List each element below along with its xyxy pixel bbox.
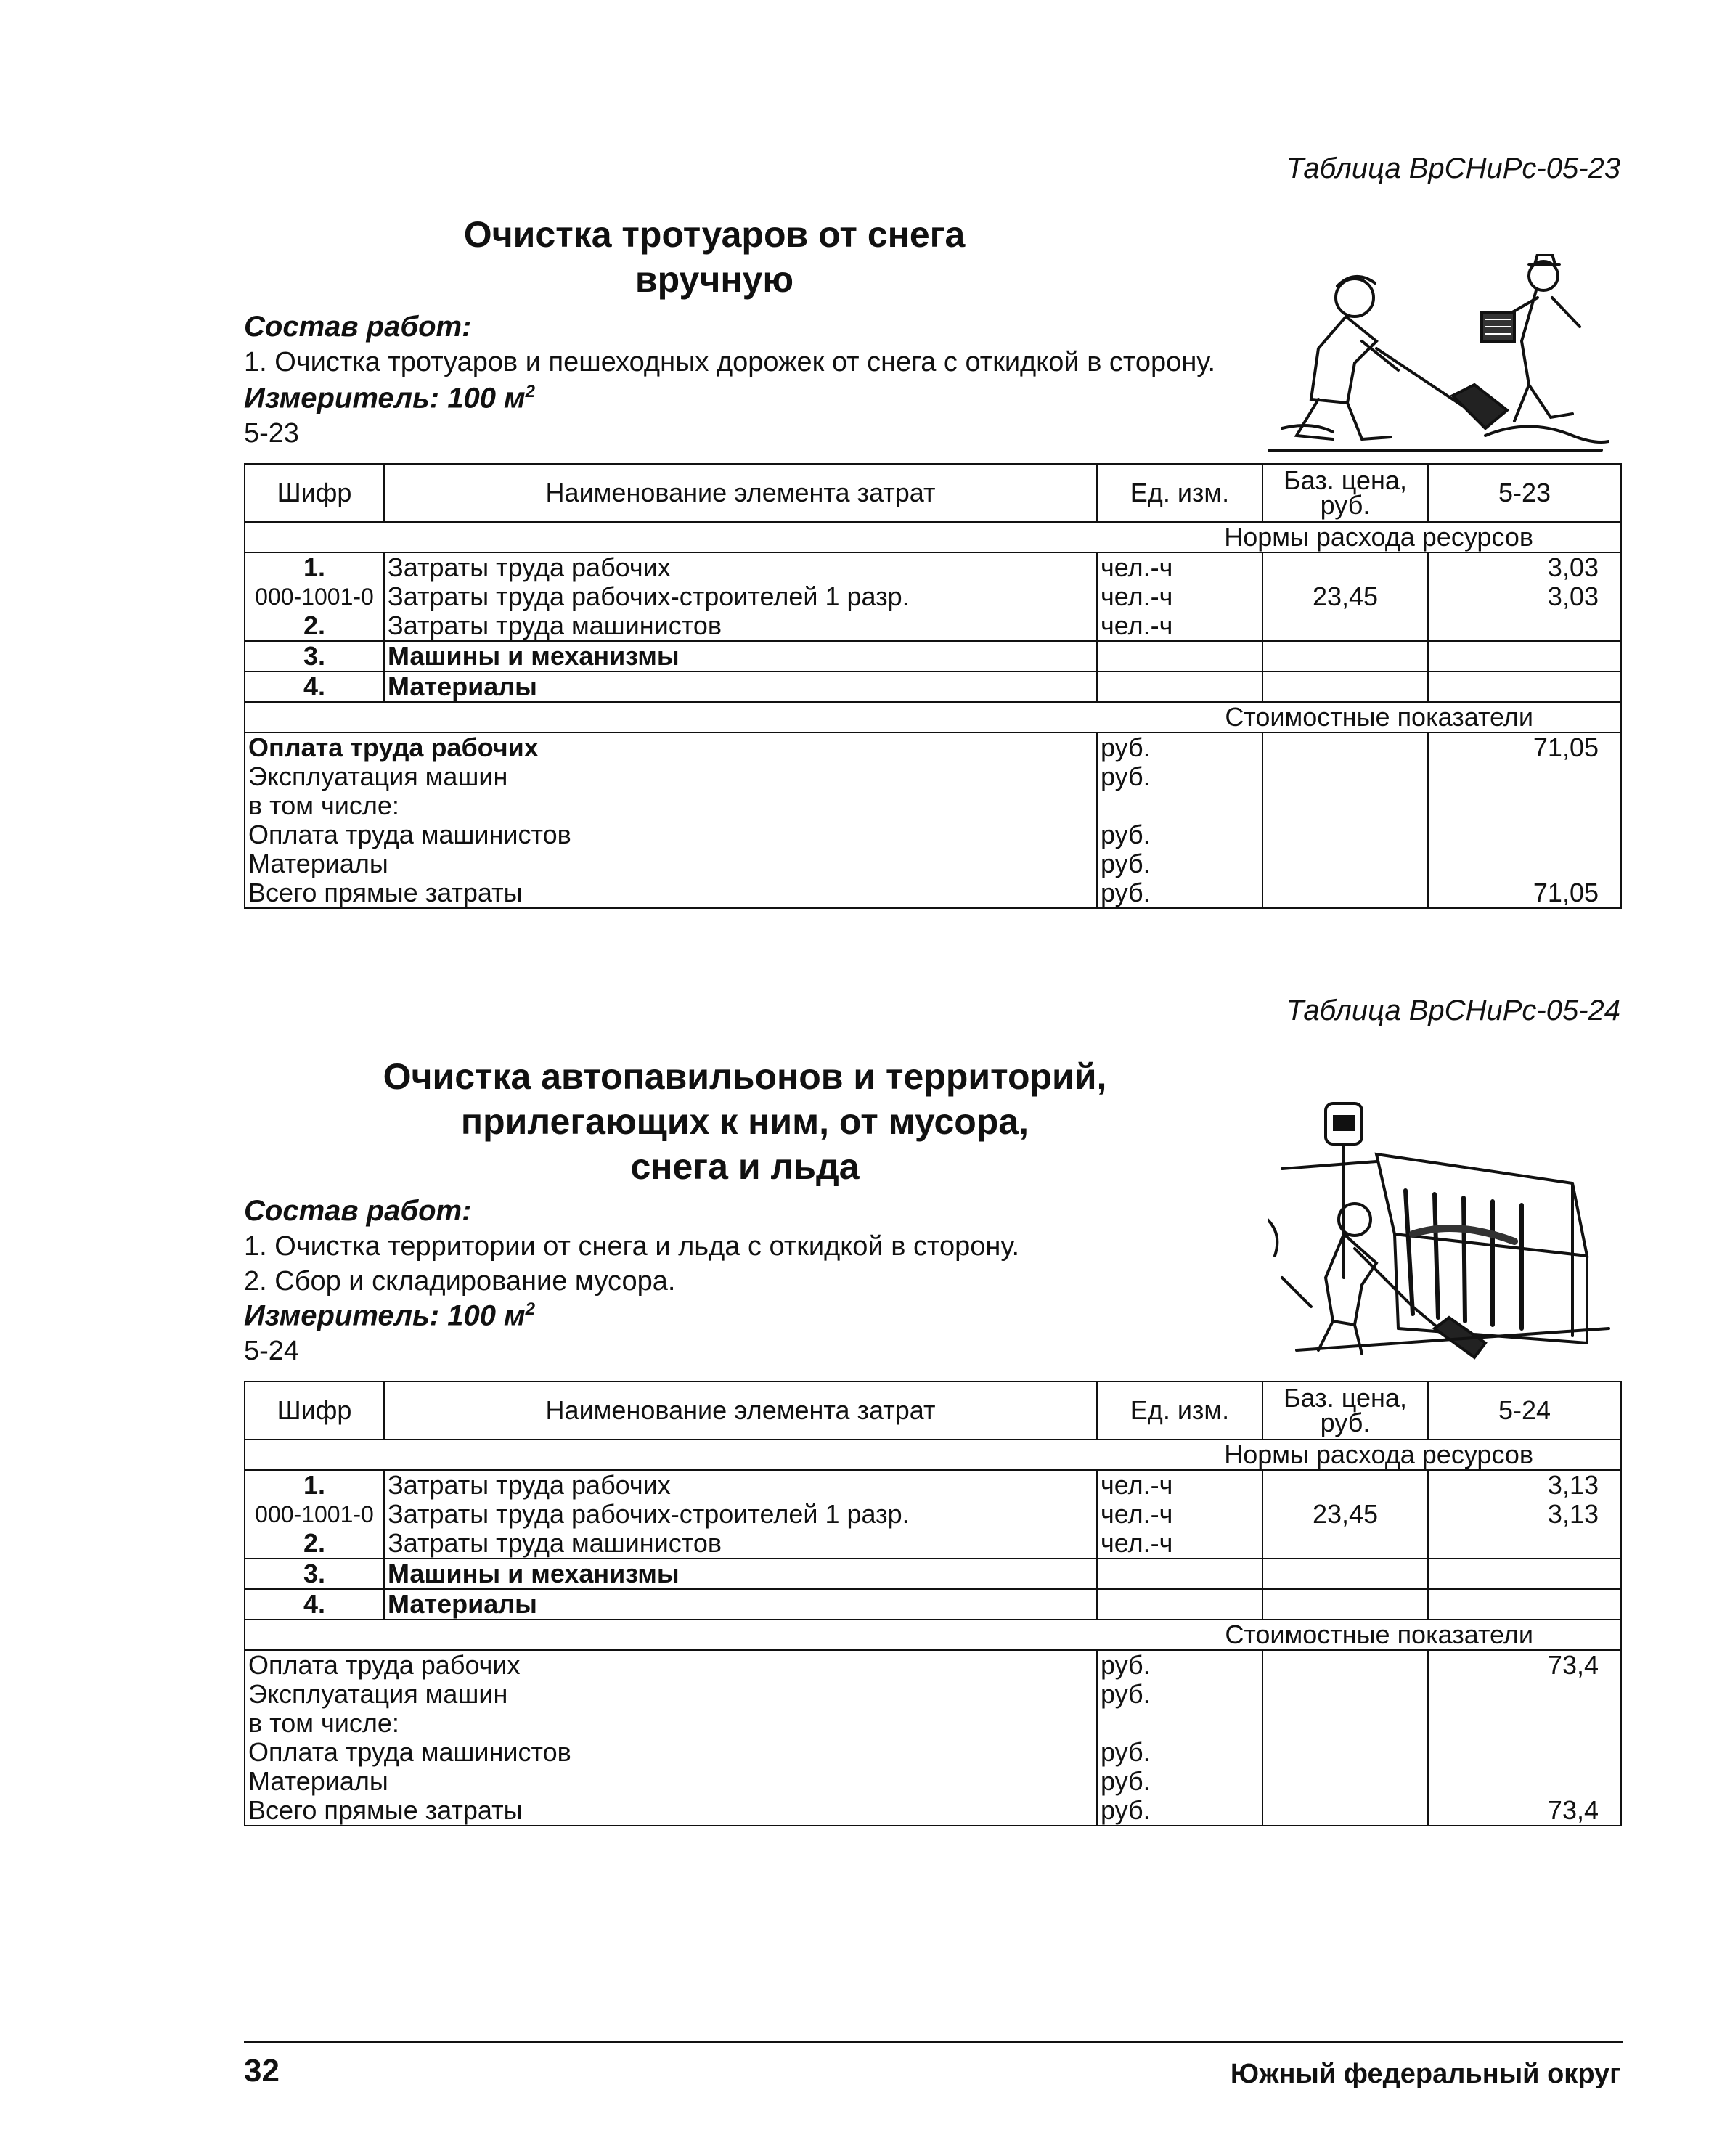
header-code: 5-23 [1428, 464, 1621, 522]
cost-value [1428, 1767, 1621, 1796]
table-row [245, 641, 1621, 671]
row-price [1262, 1470, 1428, 1500]
row-name: Материалы [384, 1589, 1097, 1620]
cost-subheader-row [245, 702, 1621, 732]
header-price: Баз. цена, руб. [1262, 464, 1428, 522]
norm-code: 5-24 [244, 1336, 300, 1366]
header-cipher: Шифр [245, 464, 384, 522]
cost-label: Стоимостные показатели [245, 702, 1621, 732]
row-name: Затраты труда рабочих-строителей 1 разр. [384, 582, 1097, 611]
row-name: Затраты труда рабочих [384, 552, 1097, 582]
cost-value: 71,05 [1428, 732, 1621, 762]
norms-subheader-row [245, 522, 1621, 552]
row-unit [1097, 1589, 1262, 1620]
cost-price [1262, 878, 1428, 908]
work-item: 1. Очистка тротуаров и пешеходных дорожек от снега с откидкой в сторону. [244, 347, 1216, 377]
row-unit: чел.-ч [1097, 582, 1262, 611]
section-title [244, 212, 1185, 302]
header-unit: Ед. изм. [1097, 464, 1262, 522]
row-price [1262, 641, 1428, 671]
cost-name: в том числе: [245, 1709, 1097, 1738]
row-name: Материалы [384, 671, 1097, 702]
row-value [1428, 1589, 1621, 1620]
page-number: 32 [244, 2053, 280, 2088]
table-label: Таблица ВрСНиРс-05-24 [1286, 995, 1620, 1026]
cost-name: Всего прямые затраты [245, 1796, 1097, 1826]
cost-row [245, 762, 1621, 791]
cost-price [1262, 762, 1428, 791]
row-price: 23,45 [1262, 582, 1428, 611]
header-name: Наименование элемента затрат [384, 1381, 1097, 1440]
cost-row [245, 1680, 1621, 1709]
row-price [1262, 671, 1428, 702]
cost-name: в том числе: [245, 791, 1097, 820]
cost-value [1428, 1738, 1621, 1767]
work-item: 1. Очистка территории от снега и льда с откидкой в сторону. [244, 1231, 1020, 1262]
title-line: снега и льда [630, 1146, 860, 1187]
cost-name: Оплата труда машинистов [245, 820, 1097, 849]
snow-shoveling-illustration [1268, 254, 1609, 457]
table-row [245, 582, 1621, 611]
cost-unit: руб. [1097, 849, 1262, 878]
cost-value [1428, 762, 1621, 791]
cost-price [1262, 791, 1428, 820]
section-05-23 [244, 145, 1620, 915]
table-row [245, 1559, 1621, 1589]
row-unit: чел.-ч [1097, 1529, 1262, 1559]
cost-row [245, 1796, 1621, 1826]
work-heading: Состав работ: [244, 311, 472, 343]
norms-subheader-row [245, 1440, 1621, 1470]
cost-name: Оплата труда машинистов [245, 1738, 1097, 1767]
work-heading: Состав работ: [244, 1195, 472, 1227]
header-unit: Ед. изм. [1097, 1381, 1262, 1440]
cost-row [245, 878, 1621, 908]
cost-price [1262, 1680, 1428, 1709]
norms-label: Нормы расхода ресурсов [245, 1440, 1621, 1470]
cost-unit: руб. [1097, 1680, 1262, 1709]
row-name: Затраты труда рабочих-строителей 1 разр. [384, 1500, 1097, 1529]
row-value [1428, 671, 1621, 702]
cost-row [245, 849, 1621, 878]
row-value: 3,03 [1428, 552, 1621, 582]
cost-unit: руб. [1097, 1650, 1262, 1680]
cost-name: Материалы [245, 849, 1097, 878]
cost-unit: руб. [1097, 1796, 1262, 1826]
cost-value [1428, 849, 1621, 878]
footer-rule [244, 2041, 1623, 2043]
row-name: Затраты труда рабочих [384, 1470, 1097, 1500]
header-code: 5-24 [1428, 1381, 1621, 1440]
row-price [1262, 1589, 1428, 1620]
cost-row [245, 732, 1621, 762]
row-unit: чел.-ч [1097, 611, 1262, 641]
section-title [244, 1054, 1246, 1189]
row-value: 3,13 [1428, 1470, 1621, 1500]
row-name: Затраты труда машинистов [384, 611, 1097, 641]
table-row [245, 1529, 1621, 1559]
row-cipher: 000-1001-0 [245, 1500, 384, 1529]
row-value [1428, 1559, 1621, 1589]
header-name: Наименование элемента затрат [384, 464, 1097, 522]
cost-value [1428, 791, 1621, 820]
table-header-row [245, 464, 1621, 522]
row-unit [1097, 1559, 1262, 1589]
cost-value [1428, 1709, 1621, 1738]
header-cipher: Шифр [245, 1381, 384, 1440]
cost-price [1262, 1767, 1428, 1796]
row-unit [1097, 671, 1262, 702]
table-row [245, 671, 1621, 702]
row-cipher: 3. [245, 1559, 384, 1589]
header-price: Баз. цена, руб. [1262, 1381, 1428, 1440]
cost-price [1262, 732, 1428, 762]
section-05-24 [244, 995, 1620, 1851]
cost-name: Оплата труда рабочих [245, 1650, 1097, 1680]
row-price [1262, 611, 1428, 641]
cost-name: Оплата труда рабочих [245, 732, 1097, 762]
row-value [1428, 611, 1621, 641]
row-name: Машины и механизмы [384, 641, 1097, 671]
row-cipher: 3. [245, 641, 384, 671]
row-cipher: 4. [245, 1589, 384, 1620]
norms-label: Нормы расхода ресурсов [245, 522, 1621, 552]
cost-row [245, 820, 1621, 849]
row-cipher: 2. [245, 1529, 384, 1559]
row-value [1428, 1529, 1621, 1559]
row-value: 3,13 [1428, 1500, 1621, 1529]
row-cipher: 4. [245, 671, 384, 702]
cost-name: Эксплуатация машин [245, 762, 1097, 791]
cost-price [1262, 1738, 1428, 1767]
row-unit: чел.-ч [1097, 1500, 1262, 1529]
cost-value: 73,4 [1428, 1796, 1621, 1826]
row-name: Машины и механизмы [384, 1559, 1097, 1589]
row-name: Затраты труда машинистов [384, 1529, 1097, 1559]
cost-price [1262, 1650, 1428, 1680]
row-value [1428, 641, 1621, 671]
table-row [245, 552, 1621, 582]
cost-value [1428, 820, 1621, 849]
cost-row [245, 1650, 1621, 1680]
table-row [245, 1589, 1621, 1620]
row-unit: чел.-ч [1097, 552, 1262, 582]
cost-label: Стоимостные показатели [245, 1620, 1621, 1650]
cost-unit: руб. [1097, 878, 1262, 908]
cost-row [245, 791, 1621, 820]
work-item: 2. Сбор и складирование мусора. [244, 1266, 676, 1297]
row-value: 3,03 [1428, 582, 1621, 611]
cost-name: Всего прямые затраты [245, 878, 1097, 908]
title-line: Очистка автопавильонов и территорий, [383, 1056, 1107, 1097]
footer-district: Южный федеральный округ [1230, 2059, 1621, 2089]
cost-subheader-row [245, 1620, 1621, 1650]
row-unit [1097, 641, 1262, 671]
cost-name: Материалы [245, 1767, 1097, 1796]
cost-row [245, 1738, 1621, 1767]
cost-value: 73,4 [1428, 1650, 1621, 1680]
title-line: прилегающих к ним, от мусора, [460, 1101, 1029, 1142]
row-price [1262, 552, 1428, 582]
table-row [245, 1500, 1621, 1529]
meter-label: Измеритель: 100 $м^2$ [244, 382, 535, 415]
table-row [245, 1470, 1621, 1500]
cost-unit: руб. [1097, 820, 1262, 849]
cost-price [1262, 820, 1428, 849]
cost-price [1262, 1796, 1428, 1826]
norms-table [244, 1381, 1622, 1826]
cost-unit: руб. [1097, 762, 1262, 791]
cost-name: Эксплуатация машин [245, 1680, 1097, 1709]
title-line: Очистка тротуаров от снега [463, 214, 966, 255]
table-label: Таблица ВрСНиРс-05-23 [1286, 152, 1620, 184]
row-cipher: 1. [245, 1470, 384, 1500]
title-line: вручную [635, 259, 794, 300]
cost-value: 71,05 [1428, 878, 1621, 908]
cost-price [1262, 849, 1428, 878]
row-price [1262, 1529, 1428, 1559]
cost-unit: руб. [1097, 732, 1262, 762]
row-price [1262, 1559, 1428, 1589]
row-cipher: 2. [245, 611, 384, 641]
cost-unit [1097, 791, 1262, 820]
row-price: 23,45 [1262, 1500, 1428, 1529]
row-cipher: 000-1001-0 [245, 582, 384, 611]
table-header-row [245, 1381, 1621, 1440]
cost-row [245, 1767, 1621, 1796]
row-unit: чел.-ч [1097, 1470, 1262, 1500]
cost-row [245, 1709, 1621, 1738]
cost-unit: руб. [1097, 1738, 1262, 1767]
norm-code: 5-23 [244, 418, 300, 449]
cost-price [1262, 1709, 1428, 1738]
row-cipher: 1. [245, 552, 384, 582]
table-row [245, 611, 1621, 641]
bus-stop-cleaning-illustration [1268, 1089, 1616, 1372]
meter-label: Измеритель: 100 $м^2$ [244, 1299, 535, 1332]
cost-unit: руб. [1097, 1767, 1262, 1796]
cost-value [1428, 1680, 1621, 1709]
norms-table [244, 463, 1622, 909]
cost-unit [1097, 1709, 1262, 1738]
